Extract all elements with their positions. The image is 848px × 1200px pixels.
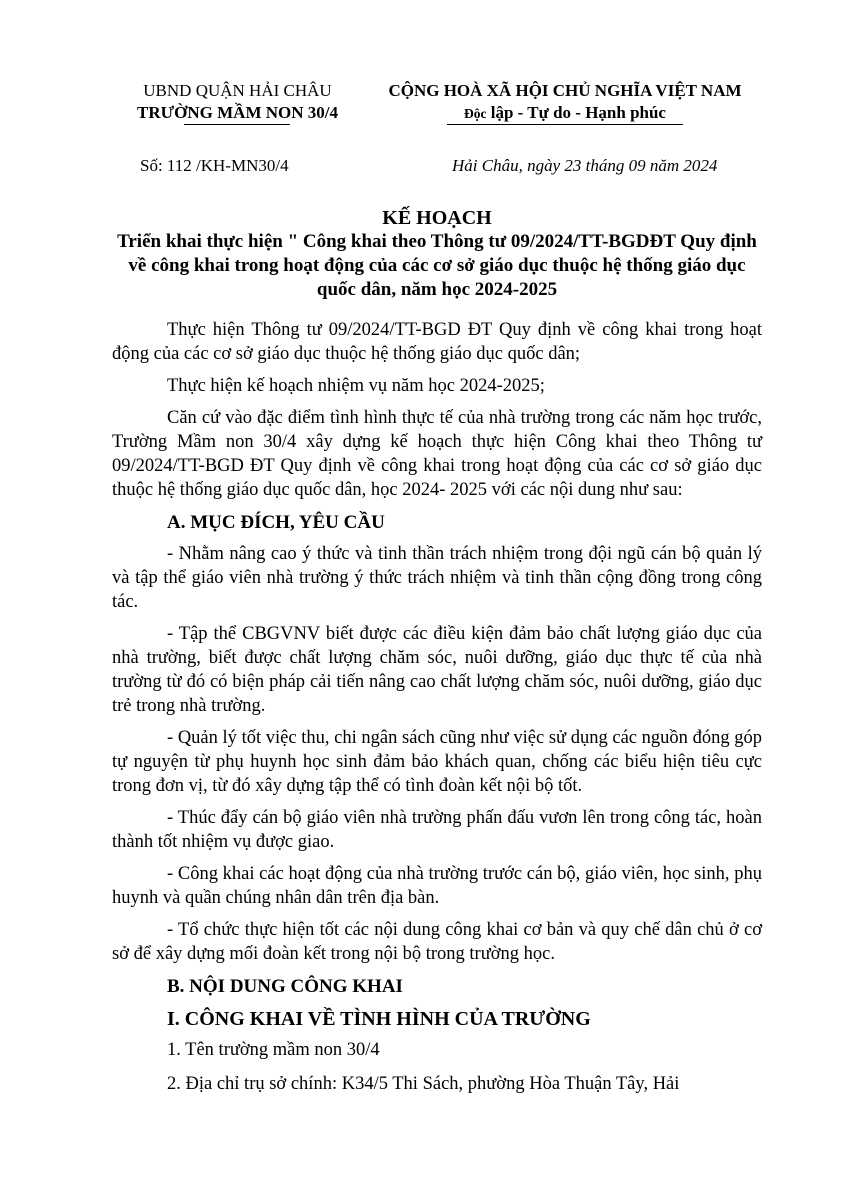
issuer-underline <box>184 124 290 125</box>
issuer-block <box>110 80 365 124</box>
purpose-item-1: - Nhằm nâng cao ý thức và tinh thần trách nhiệm trong đội ngũ cán bộ quản lý và tập thể giáo viên nhà trường ý thức trách nhiệm và tinh thần cộng đồng trong công tác. <box>112 544 762 612</box>
document-body <box>112 318 762 1106</box>
purpose-item-5: - Công khai các hoạt động của nhà trường trước cán bộ, giáo viên, học sinh, phụ huynh và quần chúng nhân dân trên địa bàn. <box>112 864 762 908</box>
national-motto <box>365 102 765 125</box>
document-number: Số: 112 /KH-MN30/4 <box>140 156 289 175</box>
motto-lead: Độc <box>464 106 487 121</box>
section-b-heading: B. NỘI DUNG CÔNG KHAI <box>167 976 403 997</box>
paragraph-basis-1: Thực hiện Thông tư 09/2024/TT-BGD ĐT Quy định về công khai trong hoạt động của các cơ sở giáo dục thuộc hệ thống giáo dục quốc dân; <box>112 320 762 364</box>
document-title-block <box>112 206 762 302</box>
issuer-school: TRƯỜNG MẦM NON 30/4 <box>137 103 338 122</box>
national-title: CỘNG HOÀ XÃ HỘI CHỦ NGHĨA VIỆT NAM <box>388 81 742 100</box>
list-item-address: 2. Địa chỉ trụ sở chính: K34/5 Thi Sách, phường Hòa Thuận Tây, Hải <box>167 1074 680 1094</box>
motto-underline <box>447 124 683 125</box>
national-header <box>365 80 765 125</box>
purpose-item-2: - Tập thể CBGVNV biết được các điều kiện đảm bảo chất lượng giáo dục của nhà trường, biết được chất lượng chăm sóc, nuôi dưỡng, giáo dục thực tế của nhà trường từ đó có biện pháp cải tiến nâng cao chất lượng chăm sóc, nuôi dưỡng, giáo dục trẻ trong nhà trường. <box>112 624 762 716</box>
document-subtitle: Triển khai thực hiện " Công khai theo Thông tư 09/2024/TT-BGDĐT Quy định về công khai trong hoạt động của các cơ sở giáo dục thuộc hệ thống giáo dục quốc dân, năm học 2024-2025 <box>117 231 757 300</box>
issuer-district: UBND QUẬN HẢI CHÂU <box>143 81 332 100</box>
paragraph-basis-2: Thực hiện kế hoạch nhiệm vụ năm học 2024-2025; <box>167 376 545 396</box>
section-a-heading: A. MỤC ĐÍCH, YÊU CẦU <box>167 512 385 533</box>
document-type: KẾ HOẠCH <box>382 207 492 229</box>
motto-rest: lập - Tự do - Hạnh phúc <box>486 103 666 122</box>
document-date: Hải Châu, ngày 23 tháng 09 năm 2024 <box>452 156 718 175</box>
purpose-item-6: - Tổ chức thực hiện tốt các nội dung công khai cơ bản và quy chế dân chủ ở cơ sở để xây dựng mối đoàn kết trong nội bộ trong trường học. <box>112 920 762 964</box>
purpose-item-4: - Thúc đẩy cán bộ giáo viên nhà trường phấn đấu vươn lên trong công tác, hoàn thành tốt nhiệm vụ được giao. <box>112 808 762 852</box>
paragraph-basis-3: Căn cứ vào đặc điểm tình hình thực tế của nhà trường trong các năm học trước, Trường Mầm non 30/4 xây dựng kế hoạch thực hiện Công khai theo Thông tư 09/2024/TT-BGD ĐT Quy định về công khai trong hoạt động của các cơ sở giáo dục thuộc hệ thống giáo dục quốc dân, học 2024- 2025 với các nội dung như sau: <box>112 408 762 500</box>
purpose-item-3: - Quản lý tốt việc thu, chi ngân sách cũng như việc sử dụng các nguồn đóng góp tự nguyện từ phụ huynh học sinh đảm bảo khách quan, chống các biểu hiện tiêu cực trong đơn vị, từ đó xây dựng tập thể có tình đoàn kết nội bộ tốt. <box>112 728 762 796</box>
section-b1-heading: I. CÔNG KHAI VỀ TÌNH HÌNH CỦA TRƯỜNG <box>167 1008 591 1030</box>
list-item-school-name: 1. Tên trường mầm non 30/4 <box>167 1040 380 1060</box>
